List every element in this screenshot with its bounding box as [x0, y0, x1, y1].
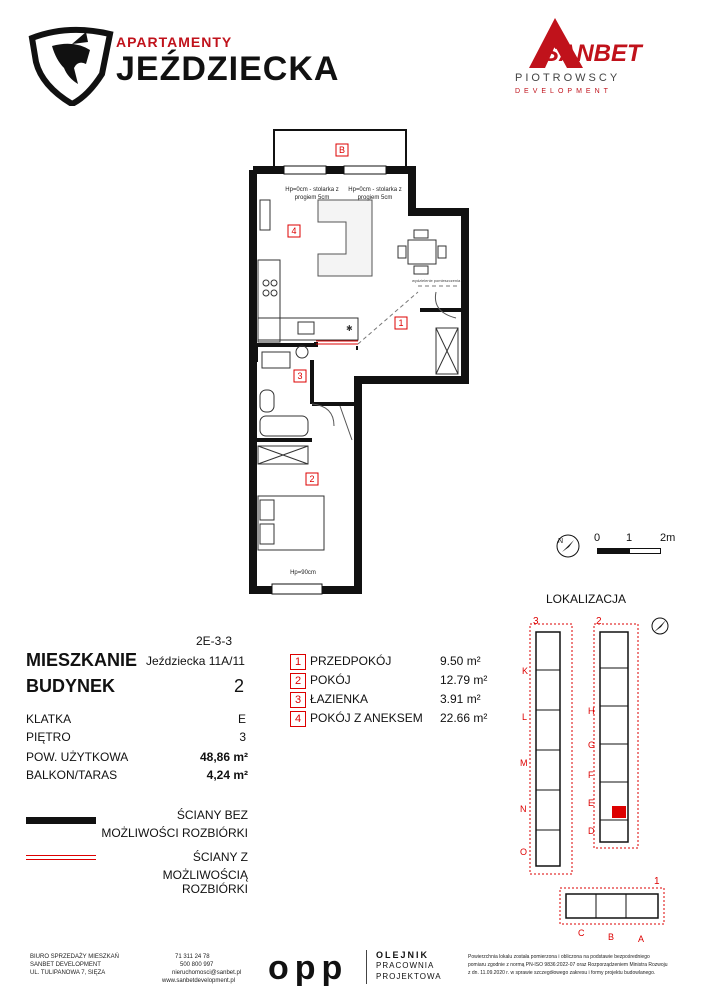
room-row-1: [290, 654, 481, 670]
location-title: LOKALIZACJA: [546, 592, 627, 606]
room-row-4: [290, 711, 488, 727]
room-name: POKÓJ: [310, 673, 351, 687]
mieszkanie-label: MIESZKANIE: [26, 650, 138, 670]
opp-logo: opp: [268, 949, 349, 987]
legend-removable-wall-swatch: [26, 855, 96, 860]
legend-bearing-line1: ŚCIANY BEZ: [176, 808, 248, 822]
highlighted-unit: [612, 806, 626, 818]
opp-name-1: OLEJNIK: [376, 950, 430, 960]
stair-letter-E: E: [588, 798, 595, 808]
north-arrow-icon: [555, 533, 581, 559]
pietro-label: PIĘTRO: [26, 730, 71, 744]
dining-table: [408, 240, 436, 264]
pietro-value: 3: [239, 730, 246, 744]
stair-letter-H: H: [588, 706, 595, 716]
stair-letter-B: B: [608, 932, 615, 942]
opp-divider: [366, 950, 367, 984]
room-marker-3: 3: [297, 371, 303, 381]
stair-letter-L: L: [522, 712, 528, 722]
legend-removable-line2: MOŻLIWOŚCIĄ ROZBIÓRKI: [162, 868, 248, 896]
room-area: 12.79 m²: [440, 673, 488, 687]
budynek-label: BUDYNEK: [26, 676, 116, 696]
room-marker-4: 4: [291, 226, 297, 236]
stair-letter-C: C: [578, 928, 585, 938]
stair-letter-M: M: [520, 758, 528, 768]
room-area: 3.91 m²: [440, 692, 481, 706]
area-note-3: z dn. 11.09.2020 r. w sprawie szczegółowego zakresu i formy projektu budowlanego.: [468, 970, 656, 976]
site-map: [510, 610, 690, 950]
scale-tick-1: 1: [626, 532, 633, 544]
logo-line1: APARTAMENTY: [116, 34, 233, 50]
room-row-3: [290, 692, 481, 708]
stair-letter-K: K: [522, 666, 529, 676]
email: nieruchomosci@sanbet.pl: [172, 970, 242, 976]
legend-bearing-line2: MOŻLIWOŚCI ROZBIÓRKI: [101, 826, 248, 840]
scale-tick-0: 0: [594, 532, 601, 544]
balkon-label: BALKON/TARAS: [26, 768, 118, 782]
vent-note: wydzielenie pomieszczenia: [412, 278, 461, 283]
sanbet-name: SANBET: [543, 40, 642, 67]
bathtub: [260, 416, 308, 436]
address: Jeździecka 11A/11: [146, 654, 245, 668]
phone-1: 71 311 24 78: [175, 954, 210, 960]
area-note-2: pomiaru zgodnie z normą PN-ISO 9836:2022-07 oraz Rozporządzeniem Ministra Rozwoju: [468, 962, 668, 968]
sales-office-line2: SANBET DEVELOPMENT: [30, 962, 101, 968]
door-note-2: Hp=0cm - stolarka z progiem 5cm: [348, 187, 402, 201]
door-note-1: Hp=0cm - stolarka z progiem 5cm: [285, 187, 339, 201]
svg-text:N: N: [558, 538, 564, 545]
room-row-2: [290, 673, 488, 689]
room-number: 4: [290, 711, 306, 727]
room-name: ŁAZIENKA: [310, 692, 369, 706]
stair-letter-N: N: [520, 804, 527, 814]
area-note-1: Powierzchnia lokalu została pomierzona i obliczona na podstawie bezpośredniego: [468, 954, 650, 960]
website: www.sanbetdevelopment.pl: [162, 978, 236, 984]
klatka-value: E: [237, 712, 246, 726]
sales-office-line3: UL. TULIPANOWA 7, SIĘZA: [30, 970, 106, 976]
sales-office-line1: BIURO SPRZEDAŻY MIESZKAŃ: [30, 954, 119, 960]
balcony-label: B: [338, 145, 345, 155]
stair-letter-O: O: [520, 847, 528, 857]
room-number: 2: [290, 673, 306, 689]
window-note: Hp=90cm: [290, 570, 316, 576]
stair-letter-D: D: [588, 826, 595, 836]
stair-letter-A: A: [638, 934, 645, 944]
room-number: 3: [290, 692, 306, 708]
room-area: 22.66 m²: [440, 711, 488, 725]
room-name: PRZEDPOKÓJ: [310, 654, 392, 668]
bed: [258, 496, 324, 550]
stair-letter-F: F: [588, 770, 594, 780]
building-1-label: 1: [654, 876, 660, 887]
logo-line2: JEŹDZIECKA: [116, 50, 340, 88]
balkon-value: 4,24 m²: [206, 768, 248, 782]
room-marker-1: 1: [398, 318, 404, 328]
svg-text:✱: ✱: [346, 324, 353, 333]
phone-2: 500 800 997: [180, 962, 214, 968]
sanbet-sub2: DEVELOPMENT: [515, 88, 612, 95]
scale-bar: [597, 548, 677, 556]
room-number: 1: [290, 654, 306, 670]
room-area: 9.50 m²: [440, 654, 481, 668]
opp-name-3: PROJEKTOWA: [376, 972, 442, 981]
pow-value: 48,86 m²: [199, 750, 248, 764]
sanbet-sub1: PIOTROWSCY: [515, 72, 621, 84]
opp-name-2: PRACOWNIA: [376, 961, 435, 970]
building-3-label: 3: [533, 616, 539, 627]
sofa: [318, 200, 372, 276]
building-2-label: 2: [596, 616, 602, 627]
room-marker-2: 2: [309, 474, 315, 484]
legend-removable-line1: ŚCIANY Z: [192, 850, 248, 864]
budynek-value: 2: [234, 676, 245, 696]
stair-letter-G: G: [588, 740, 596, 750]
kitchen-counter: [258, 260, 280, 342]
scale-tick-2: 2m: [660, 532, 676, 544]
pow-label: POW. UŻYTKOWA: [26, 750, 129, 764]
apartment-code: 2E-3-3: [196, 634, 233, 648]
room-name: POKÓJ Z ANEKSEM: [310, 711, 423, 725]
klatka-label: KLATKA: [26, 712, 72, 726]
legend-bearing-wall-swatch: [26, 817, 96, 824]
